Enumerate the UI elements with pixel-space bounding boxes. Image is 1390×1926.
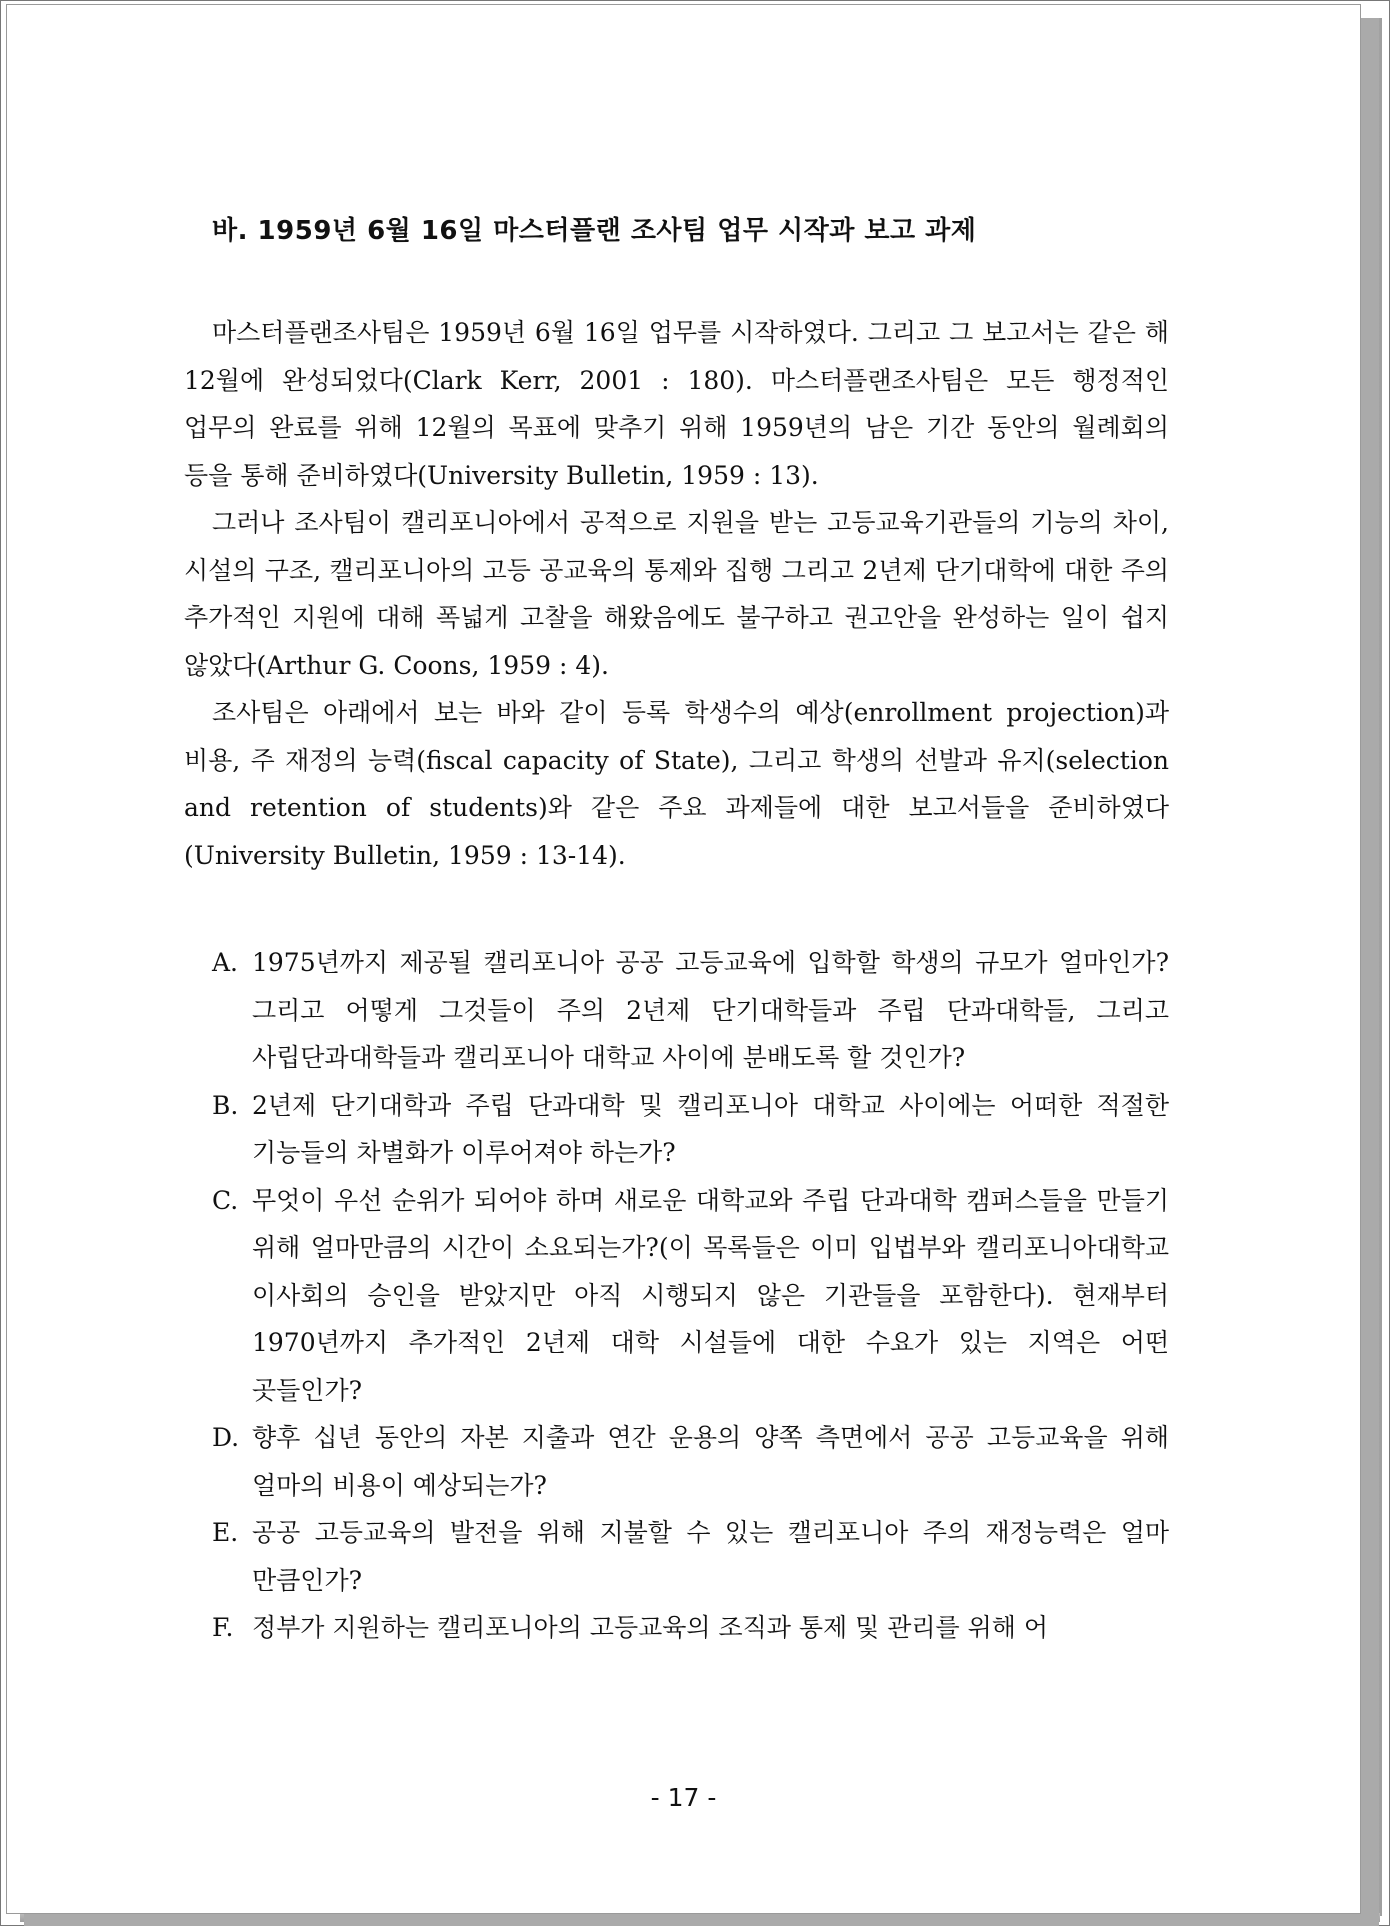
list-item bbox=[184, 939, 1169, 1082]
list-item bbox=[184, 1604, 1169, 1652]
page-shadow-bottom bbox=[20, 1913, 1380, 1922]
body-paragraph: 그러나 조사팀이 캘리포니아에서 공적으로 지원을 받는 고등교육기관들의 기능의 차이, 시설의 구조, 캘리포니아의 고등 공교육의 통제와 집행 그리고 2년제 단기대학에 대한 주의 추가적인 지원에 대해 폭넓게 고찰을 해왔음에도 불구하고 권고안을 완성하는 일이 쉽지 않았다(Arthur G. Coons, 1959 : 4). bbox=[184, 508, 1169, 680]
list-item-text: 공공 고등교육의 발전을 위해 지불할 수 있는 캘리포니아 주의 재정능력은 얼마 만큼인가? bbox=[252, 1518, 1169, 1595]
list-marker: B. bbox=[212, 1090, 239, 1120]
page-content bbox=[184, 210, 1169, 1652]
list-item bbox=[184, 1509, 1169, 1604]
list-item-text: 1975년까지 제공될 캘리포니아 공공 고등교육에 입학할 학생의 규모가 얼마인가? 그리고 어떻게 그것들이 주의 2년제 단기대학들과 주립 단과대학들, 그리고 사립단과대학들과 캘리포니아 대학교 사이에 분배도록 할 것인가? bbox=[252, 948, 1169, 1072]
body-paragraph: 마스터플랜조사팀은 1959년 6월 16일 업무를 시작하였다. 그리고 그 보고서는 같은 해 12월에 완성되었다(Clark Kerr, 2001 : 180). 마스터플랜조사팀은 모든 행정적인 업무의 완료를 위해 12월의 목표에 맞추기 위해 1959년의 남은 기간 동안의 월례회의 등을 통해 준비하였다(University Bulletin, 1959 : 13). bbox=[184, 318, 1169, 490]
list-item-text: 2년제 단기대학과 주립 단과대학 및 캘리포니아 대학교 사이에는 어떠한 적절한 기능들의 차별화가 이루어져야 하는가? bbox=[252, 1090, 1169, 1167]
list-item-text: 정부가 지원하는 캘리포니아의 고등교육의 조직과 통제 및 관리를 위해 어 bbox=[252, 1613, 1049, 1642]
list-item bbox=[184, 1177, 1169, 1415]
list-marker: A. bbox=[212, 948, 239, 977]
list-marker: F. bbox=[212, 1613, 234, 1642]
list-item-text: 향후 십년 동안의 자본 지출과 연간 운용의 양쪽 측면에서 공공 고등교육을 위해 얼마의 비용이 예상되는가? bbox=[252, 1423, 1169, 1500]
list-item bbox=[184, 1082, 1169, 1177]
task-list bbox=[184, 939, 1169, 1652]
body-paragraph: 조사팀은 아래에서 보는 바와 같이 등록 학생수의 예상(enrollment projection)과 비용, 주 재정의 능력(fiscal capacity of State), 그리고 학생의 선발과 유지(selection and retention of students)와 같은 주요 과제들에 대한 보고서들을 준비하였다(University Bulletin, 1959 : 13-14). bbox=[184, 698, 1169, 870]
list-marker: D. bbox=[212, 1423, 240, 1452]
page-number: - 17 - bbox=[650, 1783, 717, 1812]
section-heading: 바. 1959년 6월 16일 마스터플랜 조사팀 업무 시작과 보고 과제 bbox=[212, 216, 977, 246]
page-shadow-right bbox=[1360, 18, 1382, 1916]
list-marker: C. bbox=[212, 1185, 239, 1215]
list-item-text: 무엇이 우선 순위가 되어야 하며 새로운 대학교와 주립 단과대학 캠퍼스들을 만들기 위해 얼마만큼의 시간이 소요되는가?(이 목록들은 이미 입법부와 캘리포니아대학교 이사회의 승인을 받았지만 아직 시행되지 않은 기관들을 포함한다). 현재부터 1970년까지 추가적인 2년제 대학 시설들에 대한 수요가 있는 지역은 어떤 곳들인가? bbox=[252, 1185, 1169, 1405]
list-marker: E. bbox=[212, 1518, 239, 1547]
list-item bbox=[184, 1414, 1169, 1509]
